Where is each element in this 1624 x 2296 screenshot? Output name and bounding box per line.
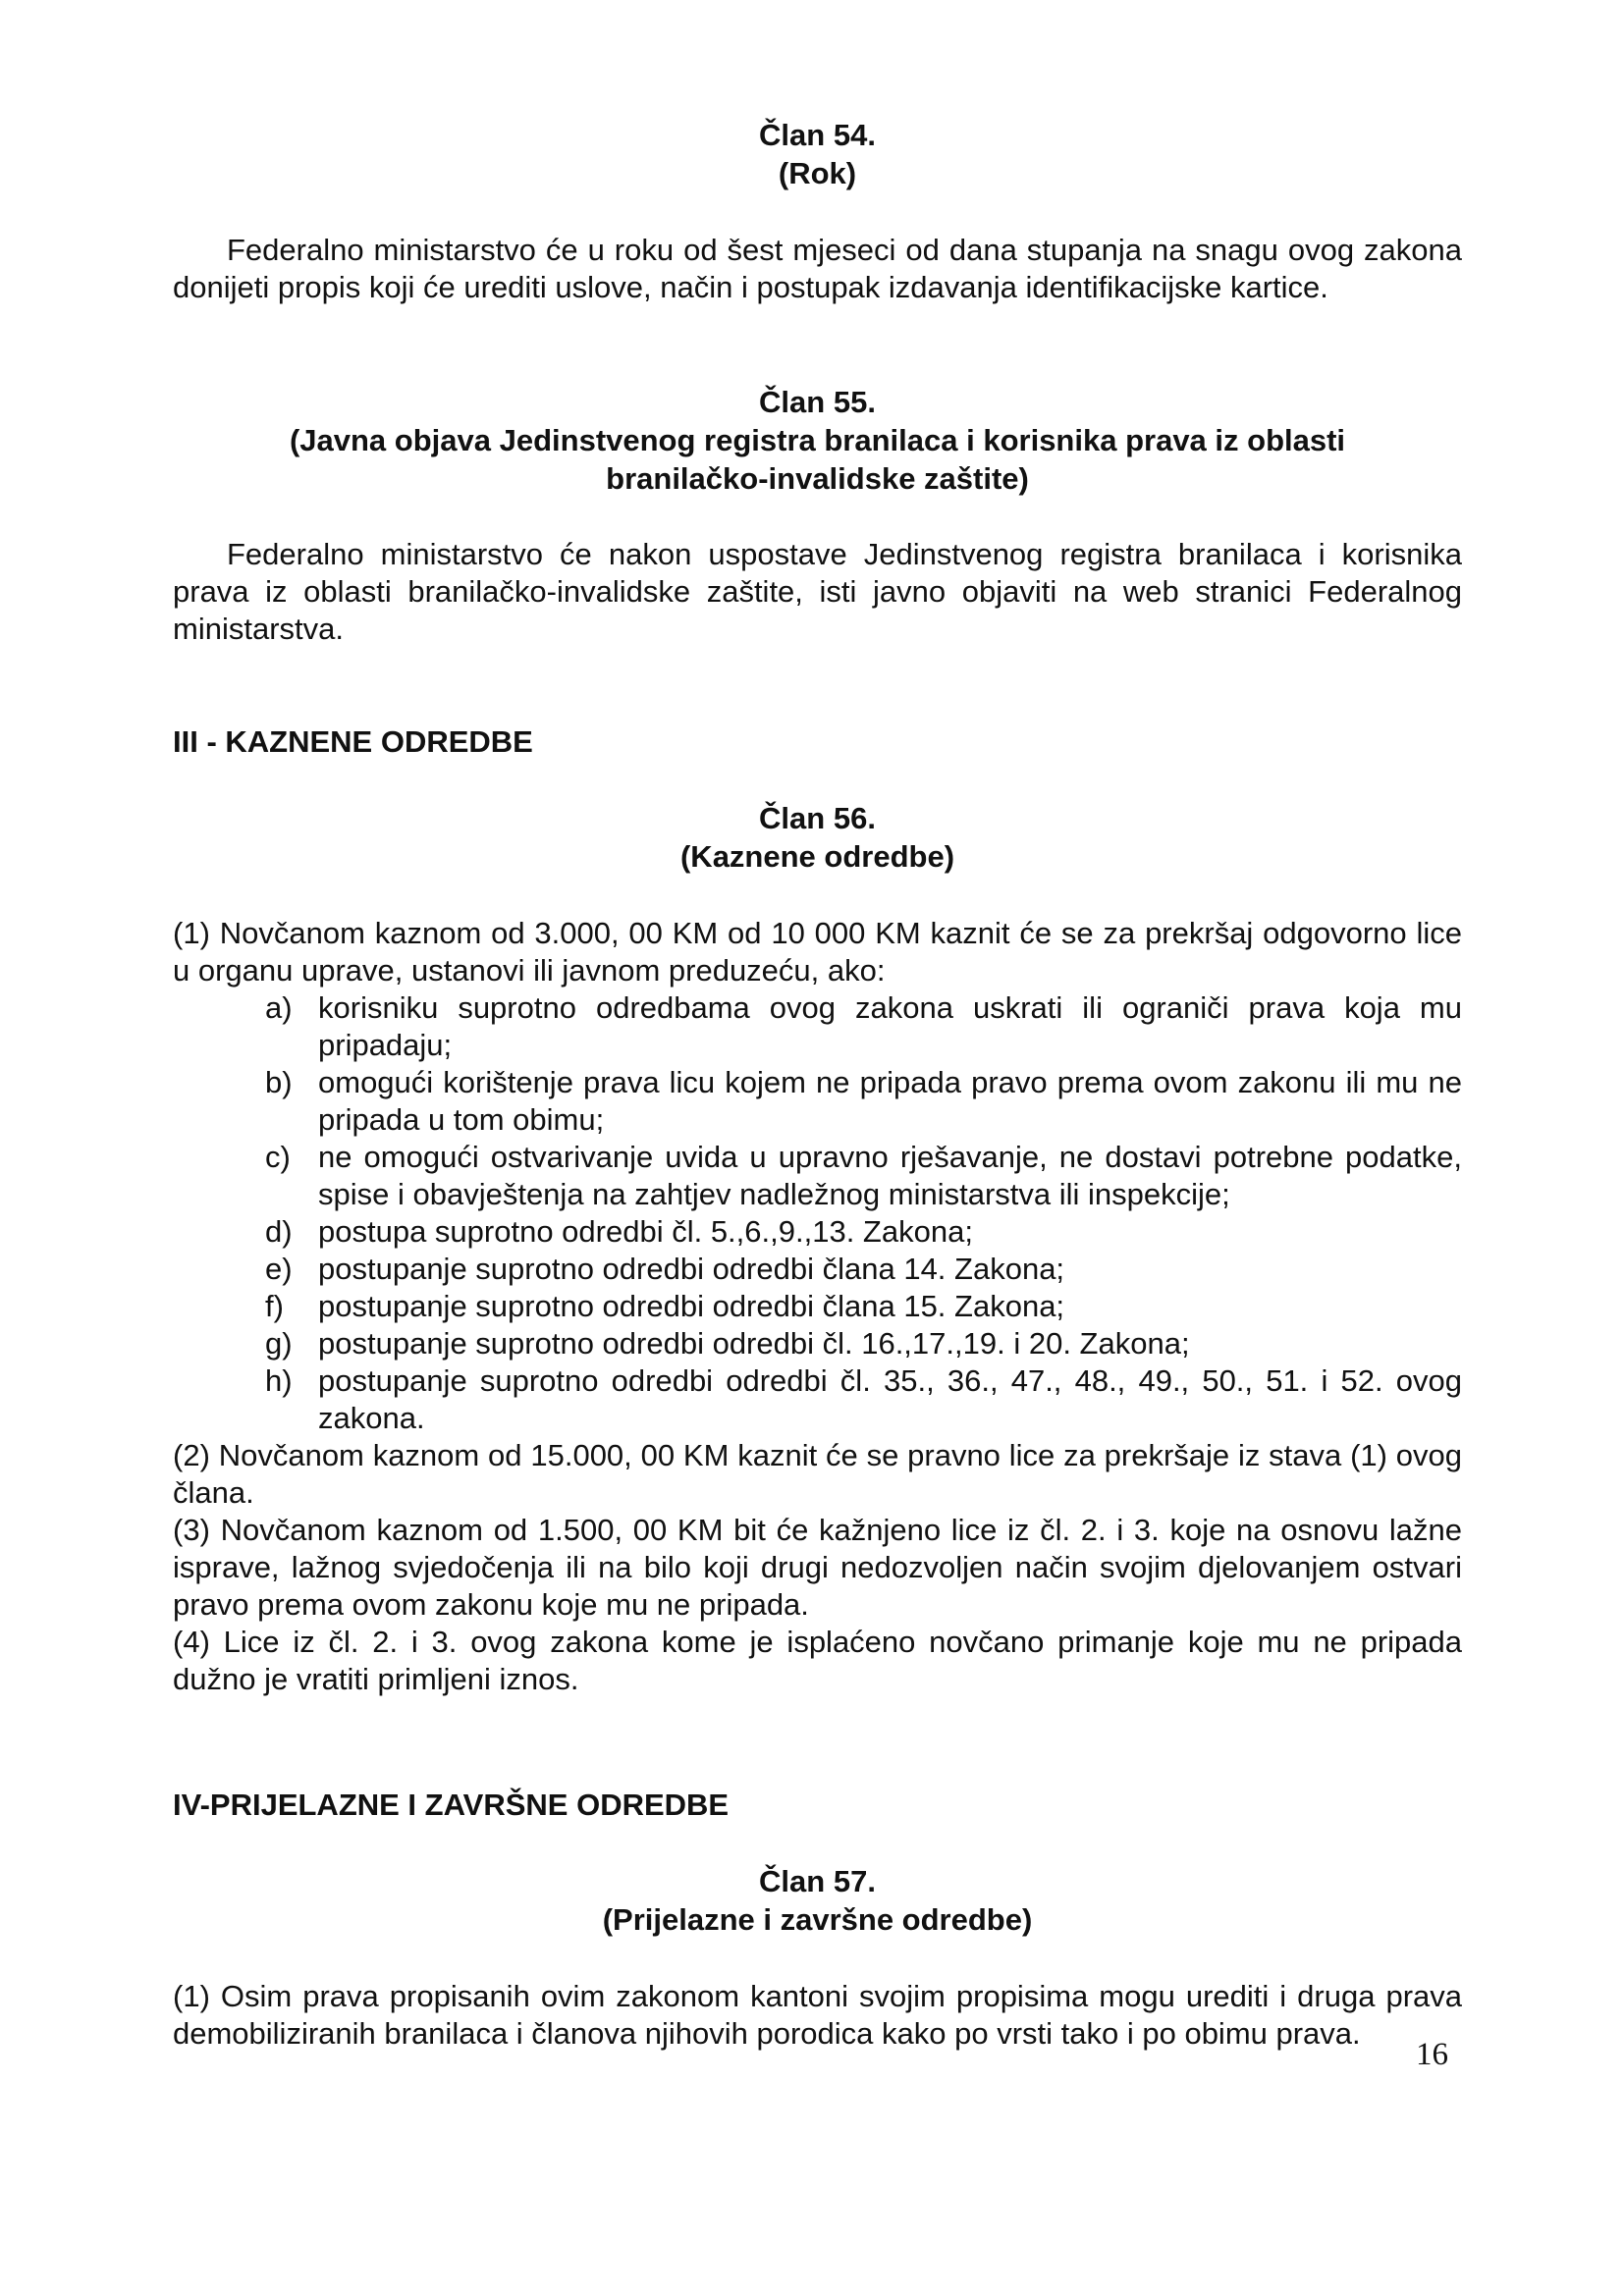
list-item	[173, 989, 1462, 1064]
article-56-paragraph-3: (3) Novčanom kaznom od 1.500, 00 KM bit će kažnjeno lice iz čl. 2. i 3. koje na osnovu lažne isprave, lažnog svjedočenja ili na bilo koji drugi nedozvoljen način svojim djelovanjem ostvari pravo prema ovom zakonu koje mu ne pripada.	[173, 1513, 1462, 1622]
list-text: postupanje suprotno odredbi odredbi člana 15. Zakona;	[318, 1289, 1065, 1323]
article-56-title: Član 56.	[759, 801, 876, 835]
list-text: omogući korištenje prava licu kojem ne pripada pravo prema ovom zakonu ili mu ne pripada u tom obimu;	[318, 1065, 1462, 1137]
list-item	[173, 1288, 1462, 1325]
article-54-heading	[173, 116, 1462, 192]
list-item	[173, 1251, 1462, 1288]
list-marker: a)	[265, 990, 293, 1025]
article-55-subtitle-line2: branilačko-invalidske zaštite)	[606, 461, 1029, 496]
article-56-paragraph-4: (4) Lice iz čl. 2. i 3. ovog zakona kome je isplaćeno novčano primanje koje mu ne pripada dužno je vratiti primljeni iznos.	[173, 1625, 1462, 1696]
list-marker: e)	[265, 1252, 293, 1286]
list-marker: h)	[265, 1363, 293, 1398]
article-57-title: Član 57.	[759, 1864, 876, 1898]
list-marker: b)	[265, 1065, 293, 1099]
article-56-subtitle: (Kaznene odredbe)	[679, 839, 955, 874]
article-57-paragraph-1: (1) Osim prava propisanih ovim zakonom kantoni svojim propisima mogu urediti i druga prava demobiliziranih branilaca i članova njihovih porodica kako po vrsti tako i po obimu prava.	[173, 1979, 1462, 2051]
list-text: postupanje suprotno odredbi odredbi člana 14. Zakona;	[318, 1252, 1065, 1286]
article-54-body	[173, 232, 1462, 306]
list-item	[173, 1064, 1462, 1139]
article-56-paragraph-1: (1) Novčanom kaznom od 3.000, 00 KM od 10 000 KM kaznit će se za prekršaj odgovorno lice u organu uprave, ustanovi ili javnom preduzeću, ako:	[173, 916, 1462, 988]
list-text: postupanje suprotno odredbi odredbi čl. 16.,17.,19. i 20. Zakona;	[318, 1326, 1190, 1361]
section-3-heading: III - KAZNENE ODREDBE	[173, 724, 533, 759]
article-54-title: Član 54.	[759, 118, 876, 152]
article-56-paragraph-2: (2) Novčanom kaznom od 15.000, 00 KM kaznit će se pravno lice za prekršaje iz stava (1) ovog člana.	[173, 1438, 1462, 1510]
document-page	[173, 0, 1462, 2296]
section-4-heading: IV-PRIJELAZNE I ZAVRŠNE ODREDBE	[173, 1788, 730, 1822]
article-55-title: Član 55.	[759, 385, 876, 419]
article-55-text: Federalno ministarstvo će nakon uspostave Jedinstvenog registra branilaca i korisnika prava iz oblasti branilačko-invalidske zaštite, isti javno objaviti na web stranici Federalnog ministarstva.	[173, 537, 1462, 646]
page-number: 16	[1416, 2037, 1448, 2072]
article-56-body	[173, 915, 1462, 1698]
list-text: postupa suprotno odredbi čl. 5.,6.,9.,13. Zakona;	[318, 1214, 973, 1249]
article-56-heading	[173, 799, 1462, 876]
list-item	[173, 1139, 1462, 1213]
article-57-body	[173, 1978, 1462, 2053]
list-text: postupanje suprotno odredbi odredbi čl. 35., 36., 47., 48., 49., 50., 51. i 52. ovog zakona.	[318, 1363, 1462, 1435]
list-item	[173, 1325, 1462, 1362]
list-marker: d)	[265, 1214, 293, 1249]
article-55-heading	[173, 383, 1462, 498]
article-54-text: Federalno ministarstvo će u roku od šest mjeseci od dana stupanja na snagu ovog zakona donijeti propis koji će urediti uslove, način i postupak izdavanja identifikacijske kartice.	[173, 233, 1462, 304]
article-56-list	[173, 989, 1462, 1437]
article-55-body	[173, 536, 1462, 648]
list-item	[173, 1213, 1462, 1251]
list-marker: f)	[265, 1289, 284, 1323]
article-57-subtitle: (Prijelazne i završne odredbe)	[602, 1902, 1033, 1937]
list-text: ne omogući ostvarivanje uvida u upravno rješavanje, ne dostavi potrebne podatke, spise i obavještenja na zahtjev nadležnog ministarstva ili inspekcije;	[318, 1140, 1462, 1211]
list-marker: c)	[265, 1140, 291, 1174]
list-item	[173, 1362, 1462, 1437]
list-text: korisniku suprotno odredbama ovog zakona uskrati ili ograniči prava koja mu pripadaju;	[318, 990, 1462, 1062]
article-57-heading	[173, 1862, 1462, 1939]
article-54-subtitle: (Rok)	[778, 156, 857, 190]
article-55-subtitle-line1: (Javna objava Jedinstvenog registra branilaca i korisnika prava iz oblasti	[289, 423, 1346, 457]
list-marker: g)	[265, 1326, 293, 1361]
